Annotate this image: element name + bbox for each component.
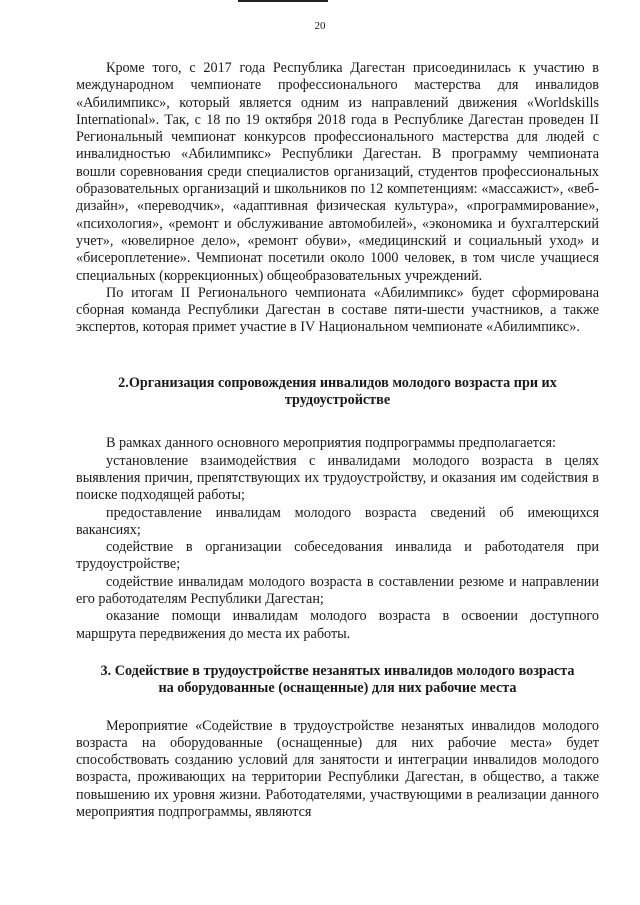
intro-paragraph-2: По итогам II Регионального чемпионата «Абилимпикс» будет сформирована сборная команда Республики Дагестан в составе пяти-шести участников, а также экспертов, которая примет участие в IV Национальном чемпионате «Абилимпикс». (76, 284, 599, 336)
intro-paragraph-1: Кроме того, с 2017 года Республика Дагестан присоединилась к участию в международном чемпионате профессионального мастерства для инвалидов «Абилимпикс», который является одним из направлений движения «Worldskills International». Так, с 18 по 19 октября 2018 года в Республике Дагестан проведен II Региональный чемпионат конкурсов профессионального мастерства для людей с инвалидностью «Абилимпикс» Республики Дагестан. В программу чемпионата вошли соревнования среди специалистов организаций, студентов профессиональных образовательных организаций и школьников по 12 компетенциям: «массажист», «веб-дизайн», «переводчик», «адаптивная физическая культура», «программирование», «психология», «ремонт и обслуживание автомобилей», «экономика и бухгалтерский учет», «ювелирное дело», «ремонт обуви», «медицинский и социальный уход» и «бисероплетение». Чемпионат посетили около 1000 человек, в том числе учащиеся специальных (коррекционных) общеобразовательных учреждений. (76, 60, 599, 284)
page-number: 20 (314, 20, 326, 32)
section-3-paragraph: Мероприятие «Содействие в трудоустройстве незанятых инвалидов молодого возраста на оборудованные (оснащенные) для них рабочие места» будет способствовать созданию условий для занятости и интеграции инвалидов молодого возраста, проживающих на территории Республики Дагестан, в общество, а также повышению их уровня жизни. Работодателями, участвующими в реализации данного мероприятия подпрограммы, являются (76, 717, 599, 820)
section-2-item: содействие инвалидам молодого возраста в составлении резюме и направлении его работодателям Республики Дагестан; (76, 573, 599, 608)
section-2-item: установление взаимодействия с инвалидами молодого возраста в целях выявления причин, препятствующих их трудоустройству, и оказания им содействия в поиске подходящей работы; (76, 452, 599, 504)
section-3-heading: 3. Содействие в трудоустройстве незанятых инвалидов молодого возраста на оборудованные (оснащенные) для них рабочие места (100, 662, 575, 697)
section-2-item: оказание помощи инвалидам молодого возраста в освоении доступного маршрута передвижения до места их работы. (76, 608, 599, 642)
top-scan-line (238, 0, 328, 2)
section-2-item: содействие в организации собеседования инвалида и работодателя при трудоустройстве; (76, 539, 599, 573)
section-2-heading: 2.Организация сопровождения инвалидов молодого возраста при их трудоустройстве (118, 374, 557, 409)
document-body (76, 60, 599, 821)
section-2-lead: В рамках данного основного мероприятия подпрограммы предполагается: (106, 435, 556, 452)
section-2-item: предоставление инвалидам молодого возраста сведений об имеющихся вакансиях; (76, 504, 599, 538)
